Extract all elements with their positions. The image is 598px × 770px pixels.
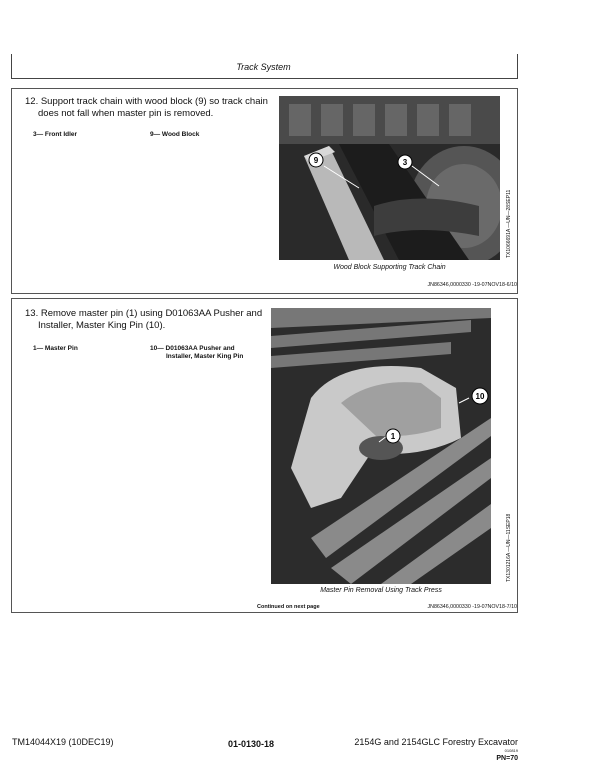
callout-3: 3 bbox=[402, 158, 408, 167]
figure-13-reference: JN86346,0000330 -19-07NOV18-7/10 bbox=[427, 604, 517, 610]
figure-master-pin-photo bbox=[271, 308, 491, 584]
step-12-instruction-line2: does not fall when master pin is removed. bbox=[38, 108, 214, 119]
legend-pusher-installer-line1: 10— D01063AA Pusher and bbox=[150, 345, 235, 352]
wood-block-illustration bbox=[279, 96, 500, 260]
figure-12-caption: Wood Block Supporting Track Chain bbox=[333, 264, 446, 271]
legend-pusher-installer-line2: Installer, Master King Pin bbox=[166, 353, 244, 360]
section-title: Track System bbox=[236, 62, 291, 72]
figure-12-side-id: TX1066691A —UN—28SEP11 bbox=[506, 189, 512, 258]
footer-tiny-code: 010819 bbox=[504, 748, 518, 753]
step-13-instruction-line1: 13. Remove master pin (1) using D01063AA Pusher and bbox=[25, 308, 263, 319]
figure-13-side-id: TX1301216A —UN—11SEP18 bbox=[506, 513, 512, 582]
figure-wood-block-photo bbox=[279, 96, 500, 260]
footer-page-number: PN=70 bbox=[496, 755, 518, 762]
continued-notice: Continued on next page bbox=[257, 604, 320, 610]
legend-master-pin: 1— Master Pin bbox=[33, 345, 78, 352]
footer-doc-id: TM14044X19 (10DEC19) bbox=[12, 737, 114, 747]
footer-product: 2154G and 2154GLC Forestry Excavator bbox=[354, 737, 518, 747]
callout-10: 10 bbox=[475, 392, 485, 401]
footer-page-code: 01-0130-18 bbox=[228, 739, 275, 749]
legend-front-idler: 3— Front Idler bbox=[33, 131, 78, 138]
callout-9: 9 bbox=[313, 156, 319, 165]
step-13-instruction-line2: Installer, Master King Pin (10). bbox=[38, 320, 166, 331]
track-press-illustration bbox=[271, 308, 491, 584]
legend-wood-block: 9— Wood Block bbox=[150, 131, 200, 138]
step-12-instruction-line1: 12. Support track chain with wood block (9) so track chain bbox=[25, 96, 268, 107]
figure-12-reference: JN86346,0000330 -19-07NOV18-6/10 bbox=[427, 282, 517, 288]
callout-1: 1 bbox=[390, 432, 396, 441]
figure-13-caption: Master Pin Removal Using Track Press bbox=[320, 587, 442, 594]
